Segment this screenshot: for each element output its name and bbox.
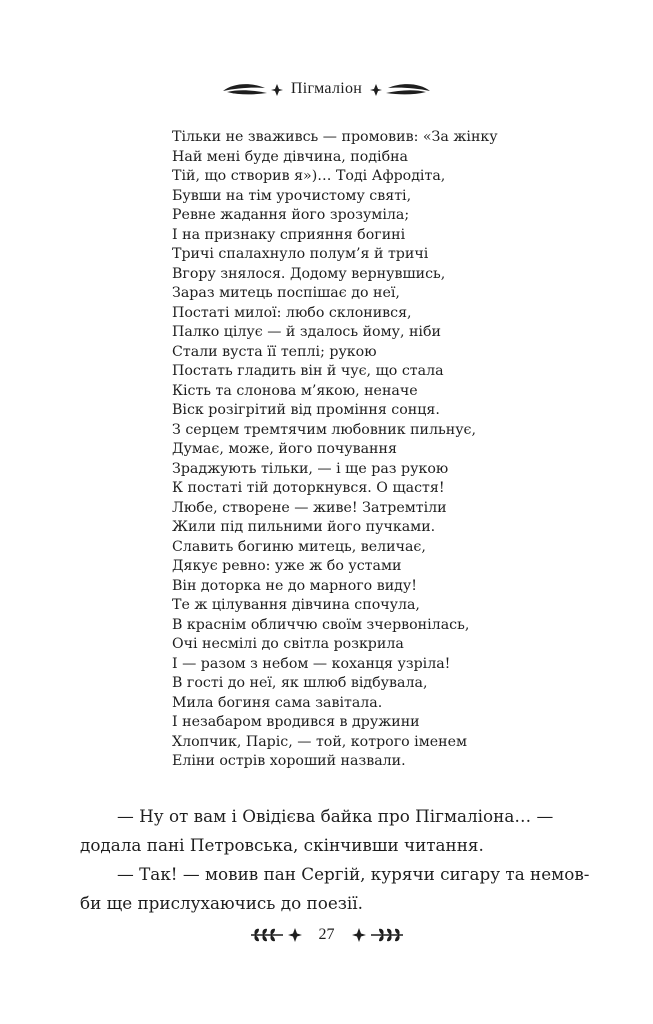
poem-line: Еліни острів хороший назвали. [172, 753, 406, 769]
poem-line: Зраджують тільки, — і ще раз рукою [172, 460, 449, 477]
laurel-sparkle-right-icon [347, 923, 405, 947]
poem-line: Любе, створене — живе! Затремтіли [172, 499, 447, 516]
prose-line: додала пані Петровська, скінчивши читання. [80, 835, 484, 855]
poem-line: Дякує ревно: уже ж бо устами [172, 558, 402, 574]
poem-line: Вгору знялося. Додому вернувшись, [172, 265, 446, 282]
poem-line: Славить богиню митець, величає, [172, 538, 426, 555]
leaf-swash-right-icon [370, 79, 432, 99]
poem-line: І на признаку сприяння богині [172, 226, 406, 243]
poem-line: Віск розігрітий від проміння сонця. [172, 402, 440, 418]
poem-line: Жили під пильними його пучками. [172, 519, 436, 535]
leaf-swash-left-icon [221, 79, 283, 99]
poem-line: Зараз митець поспішає до неї, [172, 285, 400, 301]
poem-line: Най мені буде дівчина, подібна [172, 148, 409, 165]
poem-line: Тричі спалахнуло полум’я й тричі [172, 246, 429, 262]
poem-line: Хлопчик, Паріс, — той, котрого іменем [172, 733, 468, 750]
poem-line: Те ж цілування дівчина спочула, [172, 597, 420, 613]
poem-line: Ревне жадання його зрозуміла; [172, 207, 410, 223]
prose-line: — Ну от вам і Овідієва байка про Пігмаліона… — [117, 806, 554, 826]
poem-line: Він доторка не до марного виду! [172, 577, 417, 594]
poem-line: І — разом з небом — коханця узріла! [172, 655, 451, 672]
poem-line: Мила богиня сама завітала. [172, 694, 383, 711]
laurel-sparkle-left-icon [249, 923, 307, 947]
poem-line: В гості до неї, як шлюб відбувала, [172, 675, 428, 691]
prose-line: — Так! — мовив пан Сергій, курячи сигару та немов- [117, 864, 590, 884]
prose-line: би ще прислухаючись до поезії. [80, 893, 363, 913]
poem-line: Очі несмілі до світла розкрила [172, 636, 404, 652]
poem-line: Постать гладить він й чує, що стала [172, 363, 444, 379]
poem-line: Бувши на тім урочистому святі, [172, 187, 412, 204]
header-title: Пігмаліон [290, 80, 363, 97]
prose-block [80, 802, 590, 918]
page-number: 27 [318, 926, 335, 943]
poem-line: В краснім обличчю своїм зчервонілась, [172, 616, 470, 633]
poem-line: З серцем тремтячим любовник пильнує, [172, 421, 477, 438]
poem-line: К постаті тій доторкнувся. О щастя! [172, 480, 445, 496]
poem-line: Стали вуста її теплі; рукою [172, 343, 377, 360]
page-footer [0, 920, 653, 950]
poem-line: Тільки не зваживсь — промовив: «За жінку [172, 129, 498, 145]
poem-line: Тій, що створив я»)… Тоді Афродіта, [172, 168, 446, 184]
poem-block [172, 128, 572, 772]
poem-line: І незабаром вродився в дружини [172, 714, 420, 730]
poem-line: Думає, може, його почування [172, 441, 397, 457]
running-header [0, 76, 653, 102]
poem-line: Кість та слонова м’якою, неначе [172, 382, 418, 399]
poem-line: Постаті милої: любо склонився, [172, 304, 412, 321]
poem-line: Палко цілує — й здалось йому, ніби [172, 324, 441, 340]
